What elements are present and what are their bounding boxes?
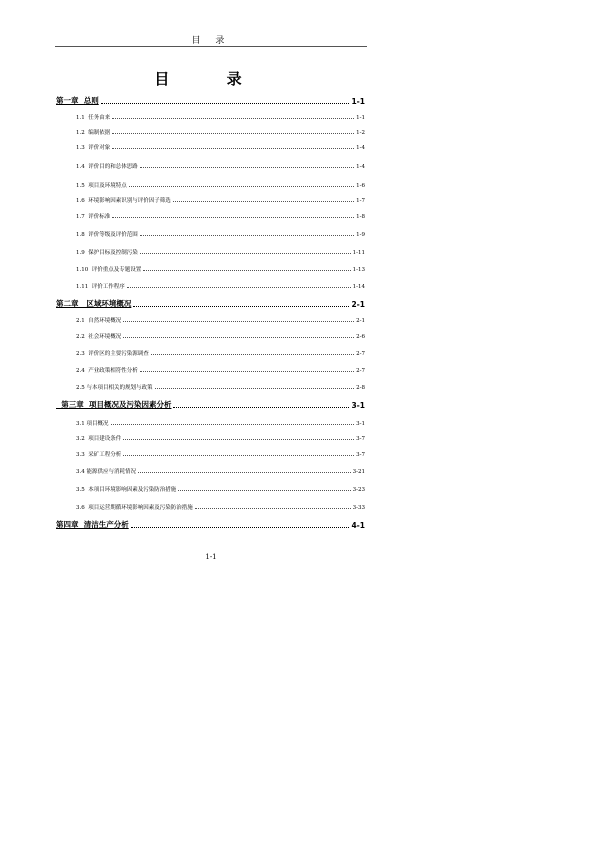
toc-entry-page: 2-7 [356, 351, 365, 357]
toc-entry-label: 1.1 任务由来 [76, 115, 111, 121]
toc-entry-label: 2.5 与本项目相关的规划与政策 [76, 385, 153, 391]
toc-leader-dots [173, 200, 354, 202]
toc-entry-label: 3.3 采矿工程分析 [76, 452, 122, 458]
toc-entry-page: 1-2 [356, 130, 365, 136]
toc-leader-dots [195, 507, 351, 509]
toc-leader-dots [138, 471, 351, 473]
toc-entry-page: 2-1 [351, 300, 365, 309]
toc-section-entry[interactable] [56, 212, 365, 220]
toc-entry-page: 1-14 [352, 284, 365, 290]
toc-section-entry[interactable] [56, 230, 365, 238]
toc-section-entry[interactable] [56, 434, 365, 442]
toc-leader-dots [129, 185, 354, 187]
toc-entry-page: 3-33 [352, 505, 365, 511]
toc-entry-page: 2-1 [356, 318, 365, 324]
toc-entry-page: 1-4 [356, 164, 365, 170]
toc-chapter-entry[interactable] [56, 519, 365, 530]
toc-leader-dots [178, 489, 350, 491]
toc-section-entry[interactable] [56, 383, 365, 391]
toc-leader-dots [133, 305, 349, 307]
toc-chapter-entry[interactable] [56, 399, 365, 410]
toc-entry-label: 3.5 本项目环境影响因素及污染防治措施 [76, 487, 177, 493]
toc-leader-dots [173, 406, 349, 408]
toc-section-entry[interactable] [56, 248, 365, 256]
toc-section-entry[interactable] [56, 349, 365, 357]
toc-leader-dots [112, 147, 354, 149]
page-number: 1-1 [205, 553, 217, 561]
toc-entry-label: 2.2 社会环境概况 [76, 334, 122, 340]
toc-section-entry[interactable] [56, 332, 365, 340]
toc-section-entry[interactable] [56, 366, 365, 374]
toc-section-entry[interactable] [56, 282, 365, 290]
toc-entry-label: 3.2 项目建设条件 [76, 436, 122, 442]
toc-entry-label: 第四章 清洁生产分析 [56, 520, 129, 529]
toc-entry-label: 1.9 保护目标及控制污染 [76, 250, 138, 256]
toc-leader-dots [140, 370, 354, 372]
toc-section-entry[interactable] [56, 128, 365, 136]
toc-entry-label: 1.10 评价重点及专题设置 [76, 267, 142, 273]
toc-entry-page: 2-6 [356, 334, 365, 340]
toc-entry-page: 3-23 [352, 487, 365, 493]
toc-section-entry[interactable] [56, 143, 365, 151]
toc-entry-label: 3.6 项目运营期循环境影响因素及污染防治措施 [76, 505, 193, 511]
toc-entry-label: 1.5 项目及环境特点 [76, 183, 127, 189]
toc-leader-dots [111, 423, 355, 425]
toc-leader-dots [143, 269, 350, 271]
toc-entry-page: 1-8 [356, 214, 365, 220]
toc-entry-page: 1-6 [356, 183, 365, 189]
toc-entry-label: 1.2 编制依据 [76, 130, 111, 136]
toc-entry-label: 第三章 项目概况及污染因素分析 [56, 400, 172, 409]
toc-entry-label: 2.3 评价区的主要污染源调查 [76, 351, 149, 357]
toc-entry-label: 1.6 环境影响因素识别与评价因子筛选 [76, 198, 171, 204]
toc-leader-dots [140, 166, 354, 168]
toc-entry-label: 2.4 产业政策相符性分析 [76, 368, 138, 374]
toc-entry-page: 1-4 [356, 145, 365, 151]
toc-section-entry[interactable] [56, 181, 365, 189]
toc-leader-dots [112, 132, 354, 134]
toc-entry-label: 1.4 评价目的和总体思路 [76, 164, 138, 170]
toc-leader-dots [112, 117, 354, 119]
toc-entry-label: 1.11 评价工作程序 [76, 284, 125, 290]
toc-entry-page: 3-1 [351, 401, 365, 410]
toc-entry-page: 1-7 [356, 198, 365, 204]
toc-entry-label: 第二章 区域环境概况 [56, 299, 132, 308]
toc-leader-dots [112, 216, 354, 218]
toc-entry-page: 3-7 [356, 436, 365, 442]
toc-entry-page: 1-9 [356, 232, 365, 238]
toc-leader-dots [123, 320, 354, 322]
toc-entry-page: 3-7 [356, 452, 365, 458]
toc-section-entry[interactable] [56, 450, 365, 458]
toc-entry-label: 第一章 总则 [56, 96, 99, 105]
toc-section-entry[interactable] [56, 419, 365, 427]
toc-section-entry[interactable] [56, 503, 365, 511]
toc-entry-label: 3.1 项目概况 [76, 421, 109, 427]
toc-leader-dots [127, 286, 351, 288]
toc-leader-dots [101, 102, 350, 104]
toc-entry-page: 3-21 [352, 469, 365, 475]
toc-leader-dots [123, 336, 354, 338]
toc-leader-dots [131, 526, 350, 528]
toc-entry-page: 1-13 [352, 267, 365, 273]
page-title: 目 录 [154, 70, 268, 88]
toc-entry-page: 2-8 [356, 385, 365, 391]
toc-section-entry[interactable] [56, 265, 365, 273]
toc-section-entry[interactable] [56, 162, 365, 170]
toc-section-entry[interactable] [56, 196, 365, 204]
toc-entry-page: 2-7 [356, 368, 365, 374]
toc-entry-label: 1.3 评价对象 [76, 145, 111, 151]
toc-chapter-entry[interactable] [56, 298, 365, 309]
toc-section-entry[interactable] [56, 316, 365, 324]
toc-section-entry[interactable] [56, 467, 365, 475]
toc-section-entry[interactable] [56, 113, 365, 121]
toc-leader-dots [155, 387, 355, 389]
toc-entry-label: 2.1 自然环境概况 [76, 318, 122, 324]
toc-entry-page: 1-1 [356, 115, 365, 121]
toc-entry-page: 1-11 [352, 250, 365, 256]
running-header: 目 录 [191, 36, 231, 46]
toc-entry-page: 3-1 [356, 421, 365, 427]
header-divider [55, 46, 367, 47]
toc-entry-page: 4-1 [351, 521, 365, 530]
toc-leader-dots [140, 234, 354, 236]
toc-section-entry[interactable] [56, 485, 365, 493]
toc-chapter-entry[interactable] [56, 95, 365, 106]
toc-entry-page: 1-1 [351, 97, 365, 106]
toc-entry-label: 1.8 评价等级及评价范围 [76, 232, 138, 238]
toc-leader-dots [123, 454, 354, 456]
toc-leader-dots [151, 353, 354, 355]
toc-leader-dots [123, 438, 354, 440]
toc-leader-dots [140, 252, 351, 254]
toc-entry-label: 3.4 能源供应与消耗情况 [76, 469, 136, 475]
toc-entry-label: 1.7 评价标准 [76, 214, 111, 220]
